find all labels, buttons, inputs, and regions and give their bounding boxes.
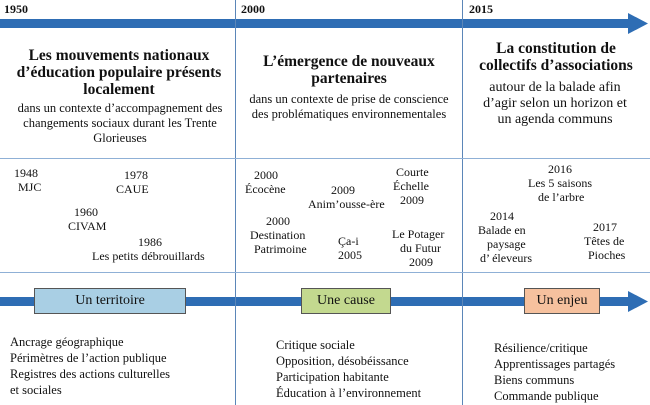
event-animousse-year: 2009 [331,183,355,197]
col2-items [276,337,421,401]
event-destination-year: 2000 [266,214,290,228]
event-animousse-label: Anim’ousse-ère [308,197,385,211]
divider-2000 [235,0,236,405]
box-un-enjeu: Un enjeu [524,288,600,314]
list-item: et sociales [10,383,62,397]
event-2014-line3: paysage [487,237,526,251]
list-item: Éducation à l’environnement [276,386,422,400]
events-band-top [0,158,650,159]
year-2000: 2000 [241,2,265,16]
list-item: Ancrage géographique [10,335,124,349]
event-2017-line3: Pioches [588,248,626,262]
box-un-territoire: Un territoire [34,288,186,314]
col1-items [10,334,170,398]
event-ecocene-label: Écocène [245,182,286,196]
list-item: Participation habitante [276,370,389,384]
event-2016-line2: Les 5 saisons [528,176,592,190]
event-1986-year: 1986 [138,235,162,249]
event-2014-year: 2014 [490,209,514,223]
list-item: Périmètres de l’action publique [10,351,167,365]
box-une-cause: Une cause [301,288,391,314]
event-destination-line2: Destination [250,228,306,242]
event-ecocene-year: 2000 [254,168,278,182]
col3-items [494,340,615,404]
list-item: Registres des actions culturelles [10,367,171,381]
event-courte-line1: Courte [396,165,429,179]
event-cai-line1: Ça-i [338,234,359,248]
col2-title: L’émergence de nouveaux partenaires [263,53,435,87]
col1-subtitle: dans un contexte d’accompagnement des changements sociaux durant les Trente Glorieuses [17,101,223,145]
event-2017-line2: Têtes de [584,234,625,248]
list-item: Critique sociale [276,338,355,352]
divider-2015 [462,0,463,405]
event-destination-line3: Patrimoine [254,242,307,256]
event-1948-label: MJC [18,180,42,194]
top-timeline-arrow [0,0,650,40]
year-2015: 2015 [469,2,493,16]
event-courte-line2: Échelle [393,179,429,193]
list-item: Opposition, désobéissance [276,354,409,368]
list-item: Apprentissages partagés [494,357,616,371]
event-potager-line3: 2009 [409,255,433,269]
event-2016-year: 2016 [548,162,572,176]
event-2014-line2: Balade en [478,223,526,237]
event-courte-line3: 2009 [400,193,424,207]
col1-title: Les mouvements nationaux d’éducation populaire présents localement [16,47,222,98]
list-item: Commande publique [494,389,599,403]
event-1978-label: CAUE [116,182,149,196]
col3-subtitle: autour de la balade afin d’agir selon un horizon et un agenda communs [483,80,627,127]
event-1960-label: CIVAM [68,219,107,233]
list-item: Résilience/critique [494,341,588,355]
col3-title: La constitution de collectifs d’associations [479,40,633,74]
col2-subtitle: dans un contexte de prise de conscience des problématiques environnementales [249,92,449,121]
event-2016-line3: de l’arbre [538,190,585,204]
event-1960-year: 1960 [74,205,98,219]
event-potager-line1: Le Potager [392,227,445,241]
events-band-bottom [0,272,650,273]
year-1950: 1950 [4,2,28,16]
event-2014-line4: d’ éleveurs [480,251,533,265]
event-2017-year: 2017 [593,220,617,234]
list-item: Biens communs [494,373,575,387]
event-1948-year: 1948 [14,166,38,180]
event-cai-line2: 2005 [338,248,362,262]
event-potager-line2: du Futur [400,241,442,255]
event-1986-label: Les petits débrouillards [92,249,205,263]
event-1978-year: 1978 [124,168,148,182]
